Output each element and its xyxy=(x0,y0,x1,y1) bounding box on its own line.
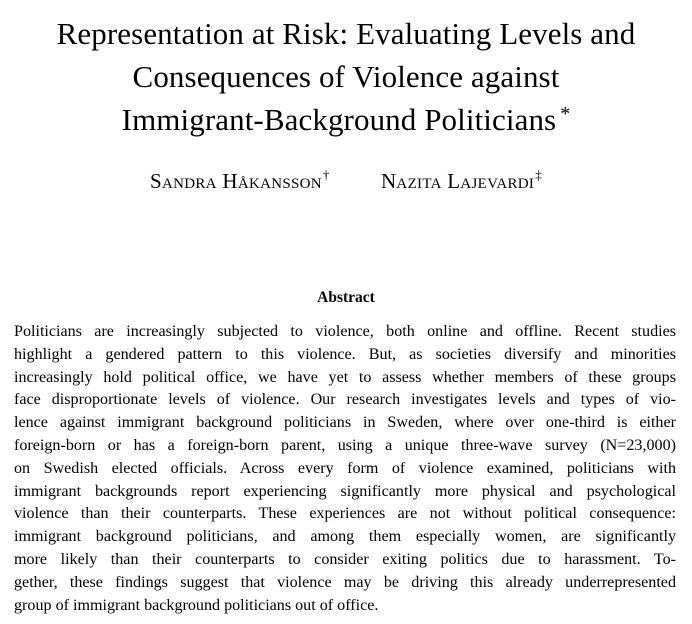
abstract-line: Politicians are increasingly subjected to violence, both online and offline. Recent studies xyxy=(14,323,676,340)
abstract-line: on Swedish elected officials. Across every form of violence examined, politicians with xyxy=(14,459,676,477)
author-2-footnote-mark[interactable]: ‡ xyxy=(535,167,543,182)
author-2-name: Nazita Lajevardi xyxy=(380,169,535,193)
abstract-line-last: group of immigrant background politicians out of office. xyxy=(14,596,379,614)
title-line-2: Consequences of Violence against xyxy=(132,59,560,94)
abstract-line: highlight a gendered pattern to this violence. But, as societies diversify and minorities xyxy=(14,345,676,363)
abstract-line: immigrant background politicians, and among them especially women, are significantly xyxy=(14,528,676,546)
abstract-line: more likely than their counterparts to consider exiting politics due to harassment. To- xyxy=(14,550,676,568)
title-footnote-mark[interactable]: * xyxy=(560,103,571,125)
author-1 xyxy=(150,168,330,194)
author-2 xyxy=(381,168,542,194)
author-1-footnote-mark[interactable]: † xyxy=(322,167,330,182)
title-line-1: Representation at Risk: Evaluating Levels and xyxy=(56,16,636,51)
abstract-line: immigrant backgrounds report experiencing significantly more physical and psychological xyxy=(14,482,676,500)
paper-title xyxy=(0,12,692,141)
title-line-3-text: Immigrant-Background Politicians xyxy=(121,102,557,137)
abstract-line: foreign-born or has a foreign-born parent, using a unique three-wave survey (N=23,000) xyxy=(14,436,676,454)
abstract-body xyxy=(14,321,676,617)
abstract-heading: Abstract xyxy=(317,289,375,306)
title-line-3 xyxy=(0,98,692,141)
abstract-line: lence against immigrant background politicians in Sweden, where over one-third is either xyxy=(14,414,676,432)
abstract-line: increasingly hold political office, we have yet to assess whether members of these groups xyxy=(14,368,676,386)
author-1-name: Sandra Håkansson xyxy=(149,169,322,193)
abstract-line: gether, these findings suggest that violence may be driving this already underrepresented xyxy=(14,573,676,591)
abstract-line: face disproportionate levels of violence. Our research investigates levels and types of vio- xyxy=(14,391,676,409)
abstract-line: violence than their counterparts. These experiences are not without political consequence: xyxy=(14,505,676,523)
author-list xyxy=(0,168,692,194)
